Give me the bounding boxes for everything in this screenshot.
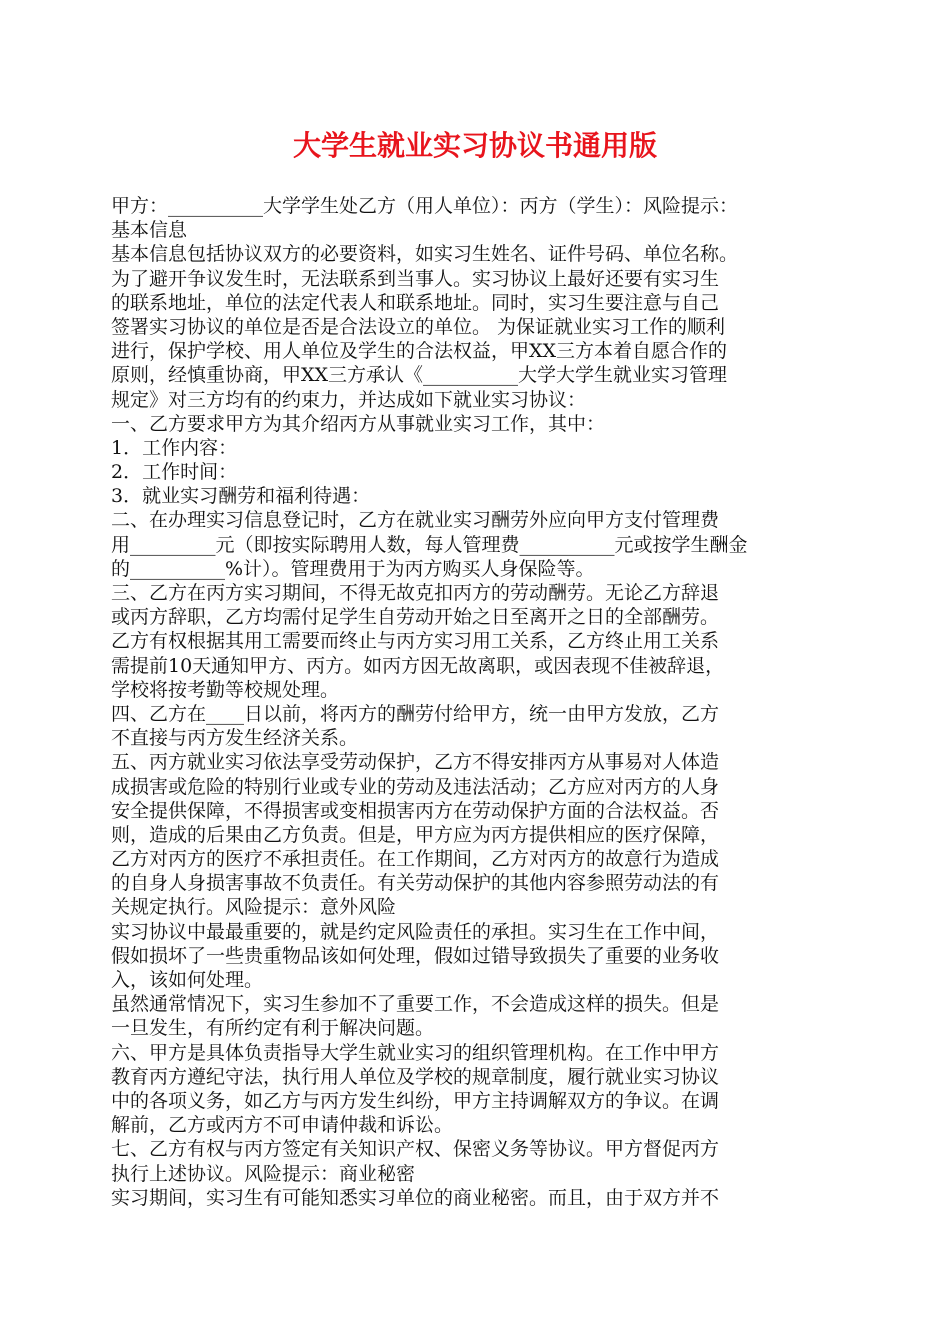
text-line: 中的各项义务，如乙方与丙方发生纠纷，甲方主持调解双方的争议。在调: [111, 1089, 720, 1112]
text-line: 实习期间，实习生有可能知悉实习单位的商业秘密。而且，由于双方并不: [111, 1186, 720, 1209]
text-line: 解前，乙方或丙方不可申请仲裁和诉讼。: [111, 1114, 454, 1137]
text-line: 3．就业实习酬劳和福利待遇：: [111, 485, 371, 508]
text-line: 执行上述协议。风险提示：商业秘密: [111, 1162, 416, 1185]
text-line: 三、乙方在丙方实习期间，不得无故克扣丙方的劳动酬劳。无论乙方辞退: [111, 582, 720, 604]
text-line: 实习协议中最最重要的，就是约定风险责任的承担。实习生在工作中间，: [111, 920, 720, 943]
text-line: 二、在办理实习信息登记时，乙方在就业实习酬劳外应向甲方支付管理费: [111, 509, 720, 532]
text-line: 一、乙方要求甲方为其介绍丙方从事就业实习工作，其中：: [111, 412, 606, 435]
text-line: 入，该如何处理。: [111, 969, 264, 991]
text-line: 的自身人身损害事故不负责任。有关劳动保护的其他内容参照劳动法的有: [111, 872, 720, 895]
text-line: 或丙方辞职，乙方均需付足学生自劳动开始之日至离开之日的全部酬劳。: [111, 606, 720, 629]
text-line: 用_________元（即按实际聘用人数，每人管理费__________元或按学生酬金: [111, 533, 748, 556]
text-line: 签署实习协议的单位是否是合法设立的单位。 为保证就业实习工作的顺利: [111, 315, 726, 338]
text-line: 基本信息: [111, 219, 188, 242]
text-line: 学校将按考勤等校规处理。: [111, 678, 340, 701]
text-line: 的联系地址，单位的法定代表人和联系地址。同时，实习生要注意与自己: [111, 291, 720, 314]
text-line: 基本信息包括协议双方的必要资料，如实习生姓名、证件号码、单位名称。: [111, 243, 739, 266]
text-line: 安全提供保障，不得损害或变相损害丙方在劳动保护方面的合法权益。否: [111, 799, 720, 822]
text-line: 教育丙方遵纪守法，执行用人单位及学校的规章制度，履行就业实习协议: [111, 1065, 720, 1088]
text-line: 甲方：__________大学学生处乙方（用人单位）：丙方（学生）：风险提示：: [111, 195, 739, 217]
text-line: 七、乙方有权与丙方签定有关知识产权、保密义务等协议。甲方督促丙方: [111, 1138, 720, 1161]
text-line: 为了避开争议发生时，无法联系到当事人。实习协议上最好还要有实习生: [111, 267, 720, 290]
text-line: 则，造成的后果由乙方负责。但是，甲方应为丙方提供相应的医疗保障，: [111, 823, 720, 846]
text-line: 四、乙方在____日以前，将丙方的酬劳付给甲方，统一由甲方发放，乙方: [111, 702, 720, 725]
text-line: 虽然通常情况下，实习生参加不了重要工作，不会造成这样的损失。但是: [111, 993, 720, 1016]
text-line: 一旦发生，有所约定有利于解决问题。: [111, 1017, 435, 1040]
document-title: 大学生就业实习协议书通用版: [292, 129, 657, 162]
document-body: [111, 194, 851, 1210]
text-line: 原则，经慎重协商，甲XX三方承认《__________大学大学生就业实习管理: [111, 364, 728, 387]
text-line: 需提前10天通知甲方、丙方。如丙方因无故离职，或因表现不佳被辞退，: [111, 654, 725, 677]
text-line: 的__________%计）。管理费用于为丙方购买人身保险等。: [111, 557, 595, 580]
text-line: 乙方有权根据其用工需要而终止与丙方实习用工关系，乙方终止用工关系: [111, 630, 720, 653]
text-line: 1．工作内容：: [111, 436, 238, 459]
text-line: 乙方对丙方的医疗不承担责任。在工作期间，乙方对丙方的故意行为造成: [111, 848, 720, 871]
text-line: 关规定执行。风险提示：意外风险: [111, 896, 397, 919]
text-line: 假如损坏了一些贵重物品该如何处理，假如过错导致损失了重要的业务收: [111, 944, 720, 967]
text-line: 六、甲方是具体负责指导大学生就业实习的组织管理机构。在工作中甲方: [111, 1041, 720, 1064]
text-line: 不直接与丙方发生经济关系。: [111, 727, 359, 750]
text-line: 规定》对三方均有的约束力，并达成如下就业实习协议：: [111, 388, 587, 411]
text-line: 进行，保护学校、用人单位及学生的合法权益，甲XX三方本着自愿合作的: [111, 340, 728, 363]
text-line: 五、丙方就业实习依法享受劳动保护，乙方不得安排丙方从事易对人体造: [111, 751, 720, 774]
text-line: 成损害或危险的特别行业或专业的劳动及违法活动；乙方应对丙方的人身: [111, 775, 720, 798]
text-line: 2．工作时间：: [111, 461, 238, 484]
